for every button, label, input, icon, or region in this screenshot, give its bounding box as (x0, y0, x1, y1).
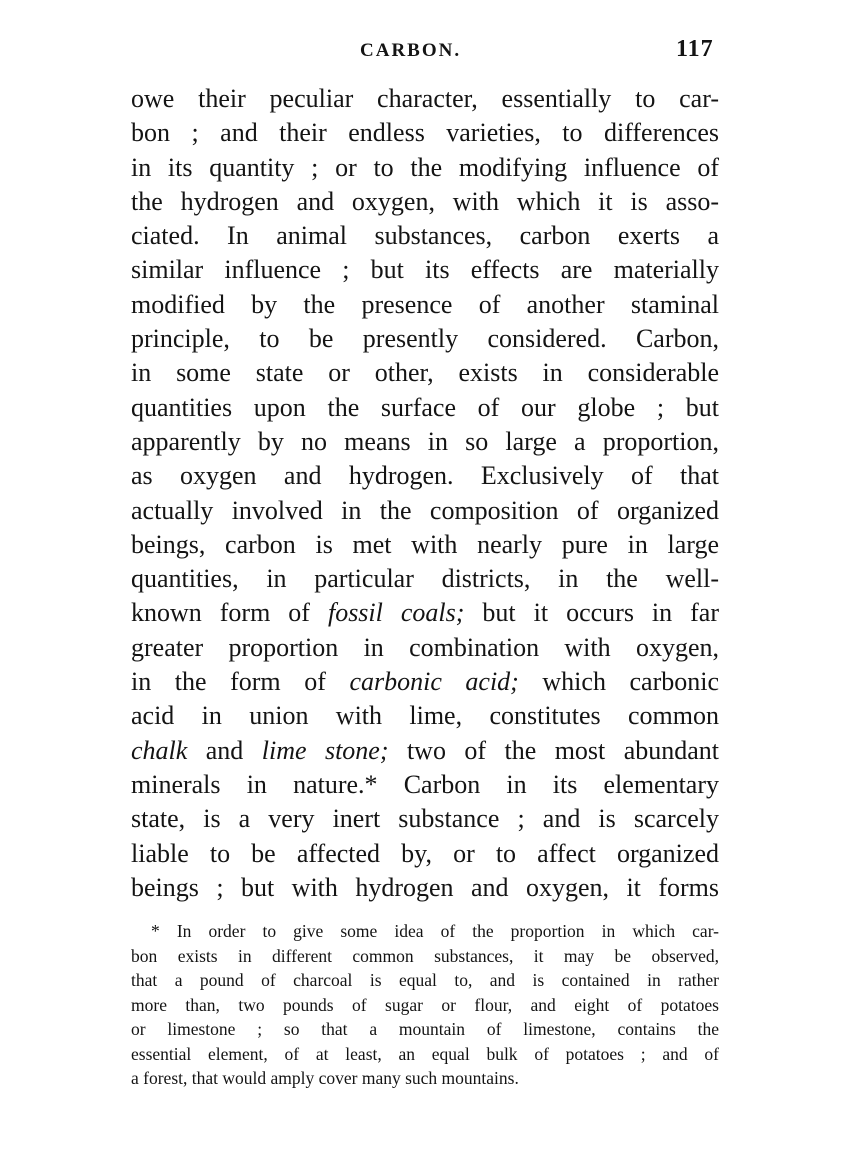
body-line: modified by the presence of another staminal (131, 289, 719, 319)
running-title: CARBON. (360, 40, 462, 61)
footnote-line: more than, two pounds of sugar or flour, and eight of potatoes (131, 994, 719, 1015)
body-text (131, 82, 719, 905)
body-line: actually involved in the composition of organized (131, 495, 719, 525)
footnote-line: bon exists in different common substances, it may be observed, (131, 945, 719, 966)
body-line: liable to be affected by, or to affect organized (131, 838, 719, 868)
running-head (0, 36, 850, 66)
body-line: state, is a very inert substance ; and is scarcely (131, 804, 719, 834)
footnote-line: a forest, that would amply cover many such mountains. (131, 1068, 519, 1088)
footnote-line: * In order to give some idea of the proportion in which car- (151, 921, 719, 941)
body-line-carbonic-acid (131, 665, 719, 699)
body-line: principle, to be presently considered. Carbon, (131, 324, 719, 354)
italic-term-carbonic-acid: carbonic acid; (349, 667, 519, 697)
body-line: beings, carbon is met with nearly pure in large (131, 529, 719, 559)
footnote-line: essential element, of at least, an equal bulk of potatoes ; and of (131, 1043, 719, 1064)
footnote-line: that a pound of charcoal is equal to, and is contained in rather (131, 970, 719, 990)
body-line: ciated. In animal substances, carbon exerts a (131, 221, 719, 251)
body-line-chalk (131, 734, 719, 768)
body-line: minerals in nature.* Carbon in its elementary (131, 769, 719, 799)
body-line: the hydrogen and oxygen, with which it is asso- (131, 186, 719, 216)
body-line: owe their peculiar character, essentially to car- (131, 84, 719, 113)
page-number: 117 (676, 36, 714, 62)
footnote-line: or limestone ; so that a mountain of limestone, contains the (131, 1019, 719, 1039)
body-line: apparently by no means in so large a proportion, (131, 426, 719, 456)
body-line-fossil-coals (131, 596, 719, 630)
italic-term-fossil-coals: fossil coals; (327, 598, 465, 628)
body-line: quantities, in particular districts, in the well- (131, 564, 719, 594)
body-line: beings ; but with hydrogen and oxygen, it forms (131, 872, 719, 902)
body-line: in some state or other, exists in considerable (131, 358, 719, 388)
italic-term-lime-stone: lime stone; (261, 735, 389, 765)
text-run: two of the most abundant (388, 735, 719, 765)
text-run: and (187, 735, 262, 765)
footnote (131, 919, 719, 1091)
body-line: bon ; and their endless varieties, to differences (131, 118, 719, 148)
body-line: acid in union with lime, constitutes common (131, 701, 719, 731)
body-line: in its quantity ; or to the modifying influence of (131, 152, 719, 182)
text-run: which carbonic (518, 667, 720, 697)
italic-term-chalk: chalk (131, 735, 188, 765)
text-run: in the form of (131, 667, 350, 697)
body-line: greater proportion in combination with oxygen, (131, 632, 719, 662)
body-line: similar influence ; but its effects are materially (131, 255, 719, 285)
text-run: known form of (131, 598, 328, 628)
body-line: quantities upon the surface of our globe ; but (131, 392, 719, 422)
text-run: but it occurs in far (464, 598, 720, 628)
body-line: as oxygen and hydrogen. Exclusively of that (131, 461, 719, 491)
